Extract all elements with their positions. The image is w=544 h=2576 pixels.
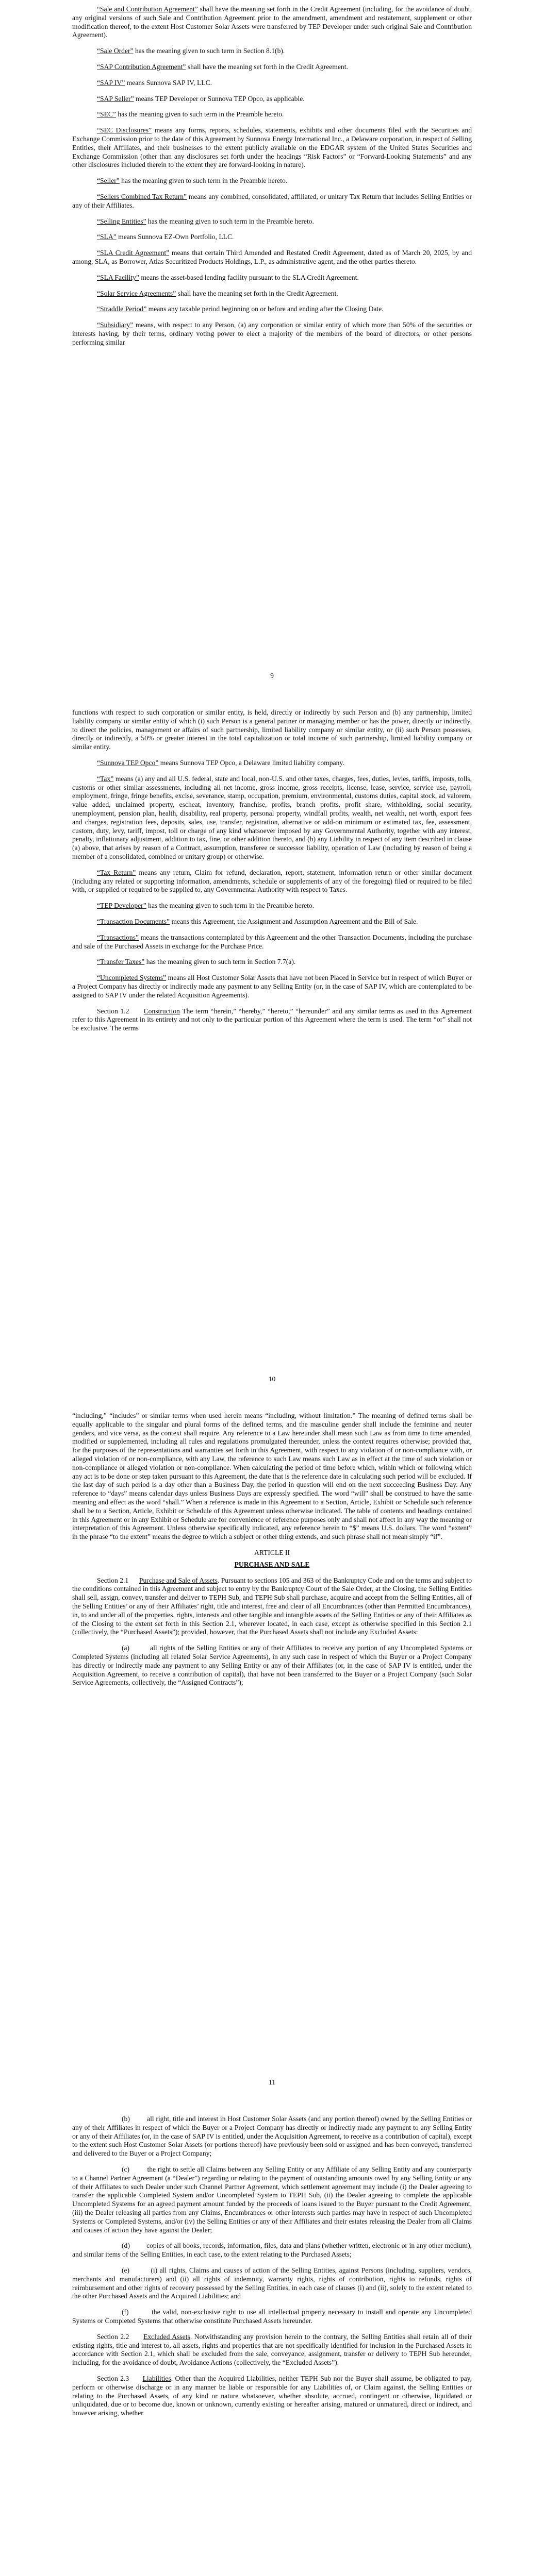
definition-paragraph xyxy=(72,934,472,951)
list-item: (d) copies of all books, records, information, files, data and plans (whether written, electronic or in any other medium), and similar items of the Selling Entities, in each case, to the extent relating to the Purchased Assets; xyxy=(72,2242,472,2259)
definition-paragraph xyxy=(72,177,472,185)
section-title: Construction xyxy=(143,1007,180,1015)
definition-paragraph xyxy=(72,974,472,999)
definition-paragraph xyxy=(72,321,472,347)
definition-paragraph xyxy=(72,958,472,967)
definition-text: means all Host Customer Solar Assets that have not been Placed in Service but in respect of which Buyer or a Project Company has directly or indirectly made any payment to any Selling Entity (or, in the case of SAP IV, which are contemplated to be assigned to SAP IV under the related Acquisition Agreements). xyxy=(72,974,472,999)
defined-term: “Solar Service Agreements” xyxy=(97,289,176,297)
definition-text: means the asset-based lending facility pursuant to the SLA Credit Agreement. xyxy=(139,273,359,281)
definition-text: means Sunnova EZ-Own Portfolio, LLC. xyxy=(116,233,234,241)
defined-term: “Sunnova TEP Opco” xyxy=(97,758,159,767)
list-item: (c) the right to settle all Claims between any Selling Entity or any Affiliate of any Selling Entity and any counterparty to a Channel Partner Agreement (a “Dealer”) regarding or relating to the payment of outstanding amounts owed by any Selling Entity or any of their Affiliates to such Dealer under such Channel Partner Agreement, which settlement agreement may include (i) the Dealer agreeing to transfer the applicable Completed System and/or Uncompleted System to TEPH Sub, (ii) the Dealer agreeing to complete the applicable Uncompleted Systems for an agreed payment amount funded by the proceeds of loans issued to the Buyer pursuant to the Credit Agreement, (iii) the Dealer releasing all parties from any Claims, Encumbrances or other interests such parties may have in respect of such Uncompleted Systems or Completed Systems, and/or (iv) the Selling Entities or any of their Affiliates and their estates releasing the Dealer from all Claims and causes of action they have against the Dealer; xyxy=(72,2165,472,2234)
definition-text: has the meaning given to such term in the Preamble hereto. xyxy=(146,217,314,225)
page-number: 11 xyxy=(268,2078,276,2087)
defined-term: “Tax” xyxy=(97,774,114,783)
defined-term: “SLA Facility” xyxy=(97,273,139,281)
page-number: 10 xyxy=(268,1375,276,1383)
definition-text: means, with respect to any Person, (a) any corporation or similar entity of which more than 50% of the securities or interests having, by their terms, ordinary voting power to elect a majority of the members of the board of directors, or other persons performing similar xyxy=(72,321,472,346)
list-item: (f) the valid, non-exclusive right to use all intellectual property necessary to install and operate any Uncompleted Systems or Completed Systems that otherwise constitute Purchased Assets hereunder. xyxy=(72,2308,472,2325)
definition-paragraph xyxy=(72,79,472,88)
defined-term: “SEC” xyxy=(97,110,116,118)
article-title: PURCHASE AND SALE xyxy=(234,1560,310,1568)
definition-text: has the meaning given to such term in the Preamble hereto. xyxy=(116,110,284,118)
article-heading: ARTICLE II xyxy=(254,1548,290,1556)
list-item: (b) all right, title and interest in Host Customer Solar Assets (and any portion thereof) owned by the Selling Entities or any of their Affiliates in respect of which the Buyer or a Project Company has directly or indirectly made any payment to any Selling Entity or any of their Affiliates (or, in the case of SAP IV is entitled, under the Acquisition Agreement, to receive as a contribution of capital), except to the extent such Host Customer Solar Assets (or portions thereof) have previously been sold or assigned and has been conveyed, transferred and delivered to the Buyer or a Project Company; xyxy=(72,2115,472,2158)
defined-term: “Uncompleted Systems” xyxy=(97,974,167,982)
defined-term: “Transactions” xyxy=(97,933,139,941)
definition-text: has the meaning given to such term in the Preamble hereto. xyxy=(119,177,288,185)
definition-text: has the meaning given to such term in the Preamble hereto. xyxy=(146,902,315,910)
definition-text: means TEP Developer or Sunnova TEP Opco, as applicable. xyxy=(134,94,305,103)
definition-text: means (a) any and all U.S. federal, state and local, non-U.S. and other taxes, charges, fees, duties, levies, tariffs, imposts, tolls, customs or other similar assessments, including all net income, gross income, gross receipts, license, lease, service, service use, payroll, employment, fringe, fringe benefits, excise, severance, stamp, occupation, premium, environmental, customs duties, capital stock, ad valorem, value added, unclaimed property, escheat, inventory, franchise, profits, branch profits, profit share, withholding, social security, unemployment, pension plan, health, disability, real property, personal property, windfall profits, wealth, net wealth, net worth, export fees and charges, registration fees, deposits, sales, use, transfer, registration, alternative or add-on minimum or estimated tax, fee, assessment, custom, duty, levy, tariff, impost, toll or charge of any kind whatsoever imposed by any Governmental Authority, together with any interest, penalty, inflationary adjustment, addition to tax, fine, or other addition thereto, and (b) any Liability in respect of any item described in clause (a) above, that arises by reason of a Contract, assumption, transferee or successor liability, operation of Law (including by reason of being a member of a consolidated, combined or unitary group) or otherwise. xyxy=(72,774,472,860)
list-item: (e) (i) all rights, Claims and causes of action of the Selling Entities, against Persons (including, suppliers, vendors, merchants and manufacturers) and (ii) all rights of indemnity, warranty rights, rights of contribution, rights to refunds, rights of reimbursement and other rights of recovery possessed by the Selling Entities, in each case of clauses (i) and (ii), solely to the extent related to the other Purchased Assets and the Acquired Liabilities; and xyxy=(72,2266,472,2300)
defined-term: “Seller” xyxy=(97,177,120,185)
defined-term: “SAP IV” xyxy=(97,78,125,87)
section-number: Section 1.2 xyxy=(97,1007,129,1015)
definition-paragraph xyxy=(72,233,472,242)
defined-term: “Selling Entities” xyxy=(97,217,146,225)
definition-paragraph xyxy=(72,95,472,104)
section-text: . Other than the Acquired Liabilities, neither TEPH Sub nor the Buyer shall assume, be obligated to pay, perform or otherwise discharge or in any manner be liable or responsible for any Liabilities of, or Claim against, the Selling Entities or relating to the Purchased Assets, of any kind or nature whatsoever, whether absolute, accrued, contingent or otherwise, liquidated or unliquidated, due or to become due, known or unknown, currently existing or hereafter arising, matured or unmatured, direct or indirect, and however arising, whether xyxy=(72,2374,472,2417)
definition-text: means that certain Third Amended and Restated Credit Agreement, dated as of March 20, 2025, by and among, SLA, as Borrower, Atlas Securitized Products Holdings, L.P., as administrative agent, and the other parties thereto. xyxy=(72,249,472,265)
definition-paragraph xyxy=(72,305,472,314)
defined-term: “Tax Return” xyxy=(97,868,136,876)
section-text: . Notwithstanding any provision herein to the contrary, the Selling Entities shall retain all of their existing rights, title and interest to, all assets, rights and properties that are not specifically identified for inclusion in the Purchased Assets in accordance with Section 2.1, which shall be excluded from the sale, conveyance, assignment, transfer or delivery to TEPH Sub hereunder, including, for the avoidance of doubt, Avoidance Actions (collectively, the “Excluded Assets”). xyxy=(72,2332,472,2367)
document-page-9 xyxy=(0,0,544,703)
definition-paragraph xyxy=(72,217,472,226)
definition-paragraph xyxy=(72,110,472,119)
definition-paragraph xyxy=(72,290,472,298)
definition-paragraph xyxy=(72,63,472,72)
definition-paragraph xyxy=(72,918,472,926)
document-page-11 xyxy=(0,1406,544,2110)
section-paragraph xyxy=(72,1007,472,1033)
section-number: Section 2.2 xyxy=(97,2332,129,2341)
defined-term: “Straddle Period” xyxy=(97,305,147,313)
section-number: Section 2.3 xyxy=(97,2374,129,2382)
section-paragraph xyxy=(72,2333,472,2367)
defined-term: “Transfer Taxes” xyxy=(97,958,145,966)
defined-term: “SEC Disclosures” xyxy=(97,126,152,134)
definition-text: means Sunnova SAP IV, LLC. xyxy=(125,78,212,87)
defined-term: “Transaction Documents” xyxy=(97,917,170,925)
defined-term: “Sale Order” xyxy=(97,47,134,55)
section-number: Section 2.1 xyxy=(97,1576,129,1584)
defined-term: “SAP Contribution Agreement” xyxy=(97,62,186,71)
list-item: (a) all rights of the Selling Entities or any of their Affiliates to receive any portion of any Uncompleted Systems or Completed Systems (including all related Solar Service Agreements), in any such case in respect of which the Buyer or a Project Company has directly or indirectly made any payment to any Selling Entity or any of their Affiliates (or, in the case of SAP IV is entitled, under the Acquisition Agreement, to receive a contribution of capital), that have not been transferred to the Buyer or a Project Company (such Solar Service Agreements, collectively, the “Assigned Contracts”); xyxy=(72,1644,472,1687)
document-page-12 xyxy=(0,2110,544,2576)
section-title: Liabilities xyxy=(142,2374,171,2382)
definition-paragraph xyxy=(72,249,472,266)
definition-text: means this Agreement, the Assignment and Assumption Agreement and the Bill of Sale. xyxy=(170,917,418,925)
definition-paragraph xyxy=(72,47,472,56)
defined-term: “SAP Seller” xyxy=(97,94,134,103)
definition-text: shall have the meaning set forth in the Credit Agreement (including, for the avoidance of doubt, any original versions of such Sale and Contribution Agreement prior to the amendment, amendment and restatement, supplement or other modification thereof, to the extent Host Customer Solar Assets were transferred by TEP Developer under such original Sale and Contribution Agreement). xyxy=(72,5,472,39)
definition-paragraph xyxy=(72,5,472,40)
definition-text: means Sunnova TEP Opco, a Delaware limited liability company. xyxy=(158,758,344,767)
definition-paragraph xyxy=(72,126,472,170)
continued-paragraph xyxy=(72,708,472,752)
definition-text: means any forms, reports, schedules, statements, exhibits and other documents filed with the Securities and Exchange Commission prior to the date of this Agreement by Sunnova Energy International Inc., a Delaware corporation, in respect of Selling Entities, their Affiliates, and their businesses to the extent publicly available on the EDGAR system of the United States Securities and Exchange Commission (other than any disclosures set forth under the headings “Risk Factors” or “Forward-Looking Statements” and any other disclosures included therein to the extent they are forward-looking in nature). xyxy=(72,126,472,169)
defined-term: “Subsidiary” xyxy=(97,321,134,329)
definition-paragraph xyxy=(72,869,472,894)
definition-text: functions with respect to such corporation or similar entity, is held, directly or indirectly by such Person and (b) any partnership, limited liability company or similar entity of which (i) such Person is a general partner or managing member or has the power, directly or indirectly, to direct the policies, management or affairs of such partnership, limited liability company or similar entity, or (ii) such Person possesses, directly or indirectly, a 50% or greater interest in the total capitalization or total income of such partnership, limited liability company or similar entity. xyxy=(72,708,472,751)
definition-text: shall have the meaning set forth in the Credit Agreement. xyxy=(176,289,338,297)
section-title: Excluded Assets xyxy=(143,2332,190,2341)
defined-term: “SLA Credit Agreement” xyxy=(97,249,170,257)
definition-paragraph xyxy=(72,193,472,210)
section-text: . Pursuant to sections 105 and 363 of the Bankruptcy Code and on the terms and subject to the conditions contained in this Agreement and subject to entry by the Bankruptcy Court of the Sale Order, at the Closing, the Selling Entities shall sell, assign, convey, transfer and deliver to TEPH Sub, and TEPH Sub shall purchase, acquire and accept from the Selling Entities, all of the Selling Entities’ or any of their Affiliates’ right, title and interest, free and clear of all Encumbrances (other than Permitted Encumbrances), in, to and under all of the properties, rights, interests and other tangible and intangible assets of the Selling Entities or any of their Affiliates as of the Closing to the extent set forth in this Section 2.1, wherever located, in each case, except as otherwise specified in this Section 2.1 (collectively, the “Purchased Assets”); provided, however, that the Purchased Assets shall not include any Excluded Assets: xyxy=(72,1576,472,1636)
definition-paragraph xyxy=(72,759,472,768)
defined-term: “SLA” xyxy=(97,233,117,241)
defined-term: “TEP Developer” xyxy=(97,902,146,910)
definition-text: shall have the meaning set forth in the Credit Agreement. xyxy=(186,62,348,71)
definition-text: means the transactions contemplated by this Agreement and the other Transaction Documents, including the purchase and sale of the Purchased Assets in exchange for the Purchase Price. xyxy=(72,933,472,950)
section-paragraph xyxy=(72,2375,472,2418)
definition-text: means any taxable period beginning on or before and ending after the Closing Date. xyxy=(146,305,384,313)
definition-text: means any return, Claim for refund, declaration, report, statement, information return or other similar document (including any related or supporting information, amendments, schedule or supplements of any of the foregoing) filed or required to be filed with, or supplied or required to be supplied to, any Governmental Authority with respect to Taxes. xyxy=(72,868,472,894)
section-title: Purchase and Sale of Assets xyxy=(139,1576,218,1584)
defined-term: “Sellers Combined Tax Return” xyxy=(97,192,187,200)
definition-text: has the meaning given to such term in Section 7.7(a). xyxy=(144,958,296,966)
definition-paragraph xyxy=(72,775,472,861)
definition-text: has the meaning given to such term in Section 8.1(b). xyxy=(133,47,285,55)
page-number: 9 xyxy=(270,672,274,680)
definition-paragraph xyxy=(72,902,472,910)
definition-paragraph xyxy=(72,274,472,282)
section-paragraph xyxy=(72,1577,472,1637)
continued-paragraph: “including,” “includes” or similar terms when used herein means “including, without limitation.” The meaning of defined terms shall be equally applicable to the singular and plural forms of the defined terms, and the masculine gender shall include the feminine and neuter genders, and vice versa, as the context shall require. Any reference to a Law hereunder shall mean such Law as from time to time amended, modified or supplemented, including all rules and regulations promulgated thereunder, unless the context requires otherwise; provided that, for the purposes of the representations and warranties set forth in this Agreement, with respect to any violation of or non-compliance with, or alleged violation of or non-compliance, with any Law, the reference to such Law means such Law as in effect at the time of such violation or non-compliance or alleged violation or non-compliance. When calculating the period of time before which, within which or following which any act is to be done or step taken pursuant to this Agreement, the date that is the reference date in calculating such period will be excluded. If the last day of such period is a day other than a Business Day, the period in question will end on the next succeeding Business Day. Any reference to “days” means calendar days unless Business Days are expressly specified. The word “will” shall be construed to have the same meaning and effect as the word “shall.” When a reference is made in this Agreement to a Section, Article, Exhibit or Schedule such reference shall be to a Section, Article, Exhibit or Schedule of this Agreement unless otherwise indicated. The table of contents and headings contained in this Agreement or in any Exhibit or Schedule are for convenience of reference purposes only and shall not affect in any way the meaning or interpretation of this Agreement. Unless otherwise specifically indicated, any reference herein to “$” means U.S. dollars. The word “extent” in the phrase “to the extent” means the degree to which a subject or other thing extends, and such phrase shall not mean simply “if”. xyxy=(72,1412,472,1541)
definition-text: means any combined, consolidated, affiliated, or unitary Tax Return that includes Selling Entities or any of their Affiliates. xyxy=(72,192,472,209)
defined-term: “Sale and Contribution Agreement” xyxy=(97,5,198,13)
document-page-10 xyxy=(0,703,544,1406)
section-text: The term “herein,” “hereby,” “hereto,” “hereunder” and any similar terms as used in this Agreement refer to this Agreement in its entirety and not only to the particular portion of this Agreement where the term is used. The term “or” shall not be exclusive. The terms xyxy=(72,1007,472,1032)
